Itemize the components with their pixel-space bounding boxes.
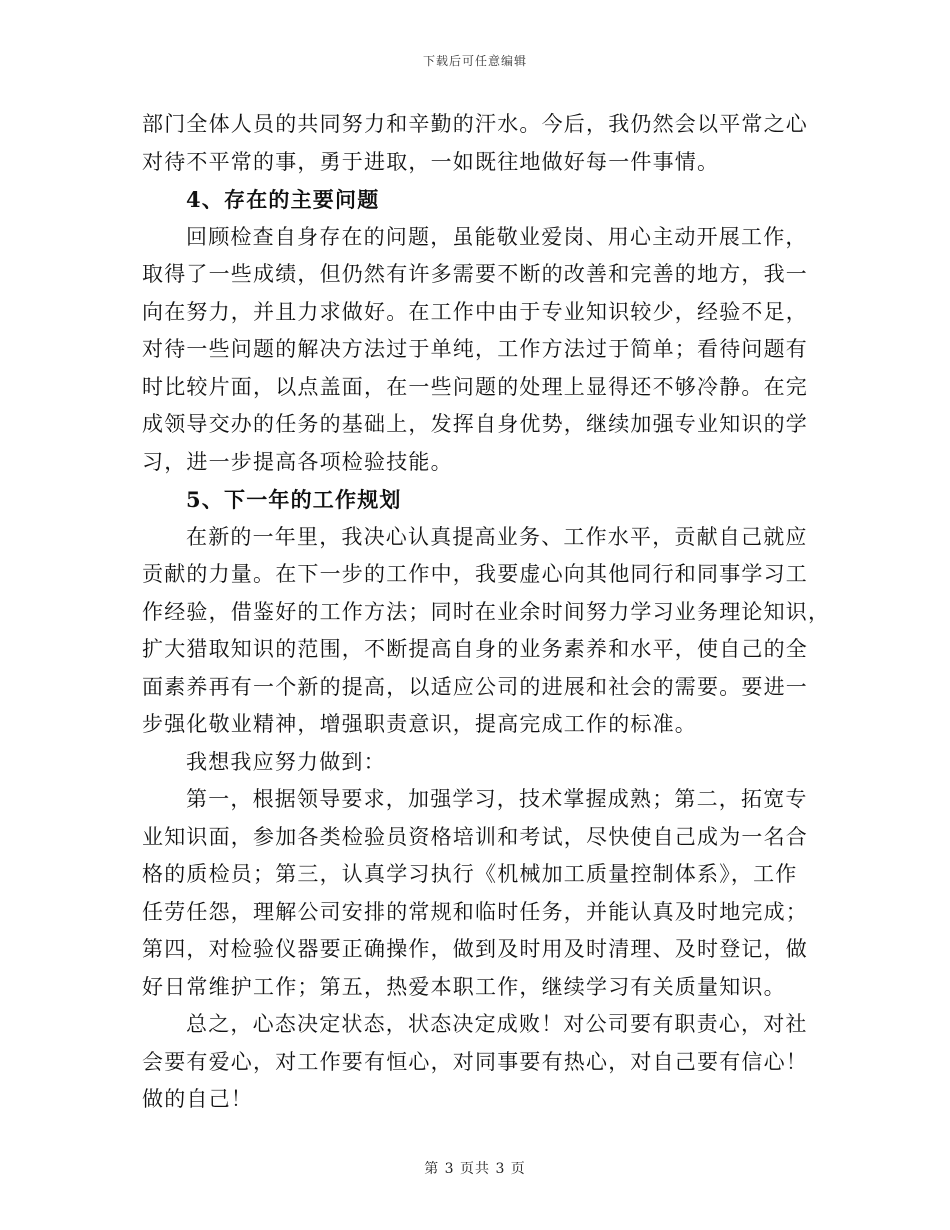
text-line: 会要有爱心，对工作要有恒心，对同事要有热心，对自己要有信心！ bbox=[142, 1049, 808, 1074]
text-line: 格的质检员；第三，认真学习执行《机械加工质量控制体系》，工作 bbox=[142, 862, 798, 886]
text-line: 好日常维护工作；第五，热爱本职工作，继续学习有关质量知识。 bbox=[142, 974, 786, 999]
text-line: 习，进一步提高各项检验技能。 bbox=[142, 449, 453, 474]
text-line: 任劳任怨，理解公司安排的常规和临时任务，并能认真及时地完成； bbox=[142, 899, 808, 924]
text-line: 作经验，借鉴好的工作方法；同时在业余时间努力学习业务理论知识， bbox=[142, 599, 831, 624]
text-line: 回顾检查自身存在的问题，虽能敬业爱岗、用心主动开展工作， bbox=[186, 224, 808, 249]
section-heading-plan: 5、下一年的工作规划 bbox=[186, 487, 402, 512]
document-body bbox=[142, 106, 831, 1119]
text-line: 我想我应努力做到： bbox=[186, 749, 386, 774]
page-header: 下载后可任意编辑 bbox=[422, 54, 527, 68]
text-line: 向在努力，并且力求做好。在工作中由于专业知识较少，经验不足， bbox=[142, 299, 808, 324]
text-line: 时比较片面，以点盖面，在一些问题的处理上显得还不够冷静。在完 bbox=[142, 374, 808, 399]
text-line: 第四，对检验仪器要正确操作，做到及时用及时清理、及时登记，做 bbox=[142, 937, 808, 961]
text-line: 总之，心态决定状态，状态决定成败！对公司要有职责心，对社 bbox=[186, 1012, 808, 1036]
page-footer: 第 3 页共 3 页 bbox=[424, 1161, 526, 1177]
text-line: 贡献的力量。在下一步的工作中，我要虚心向其他同行和同事学习工 bbox=[142, 562, 808, 586]
text-line: 第一，根据领导要求，加强学习，技术掌握成熟；第二，拓宽专 bbox=[186, 787, 808, 811]
text-line: 在新的一年里，我决心认真提高业务、工作水平，贡献自己就应 bbox=[186, 524, 808, 549]
text-line: 对待一些问题的解决方法过于单纯，工作方法过于简单；看待问题有 bbox=[142, 337, 808, 361]
text-line: 业知识面，参加各类检验员资格培训和考试，尽快使自己成为一名合 bbox=[142, 824, 808, 849]
text-line: 成领导交办的任务的基础上，发挥自身优势，继续加强专业知识的学 bbox=[142, 412, 808, 436]
text-line: 扩大猎取知识的范围，不断提高自身的业务素养和水平，使自己的全 bbox=[142, 637, 808, 661]
text-line: 步强化敬业精神，增强职责意识，提高完成工作的标准。 bbox=[142, 712, 697, 736]
section-heading-problems: 4、存在的主要问题 bbox=[186, 187, 380, 212]
text-line: 做的自己！ bbox=[142, 1087, 253, 1111]
text-line: 部门全体人员的共同努力和辛勤的汗水。今后，我仍然会以平常之心 bbox=[142, 112, 808, 136]
text-line: 对待不平常的事，勇于进取，一如既往地做好每一件事情。 bbox=[142, 149, 720, 174]
text-line: 面素养再有一个新的提高，以适应公司的进展和社会的需要。要进一 bbox=[142, 674, 808, 699]
text-line: 取得了一些成绩，但仍然有许多需要不断的改善和完善的地方，我一 bbox=[142, 262, 808, 286]
